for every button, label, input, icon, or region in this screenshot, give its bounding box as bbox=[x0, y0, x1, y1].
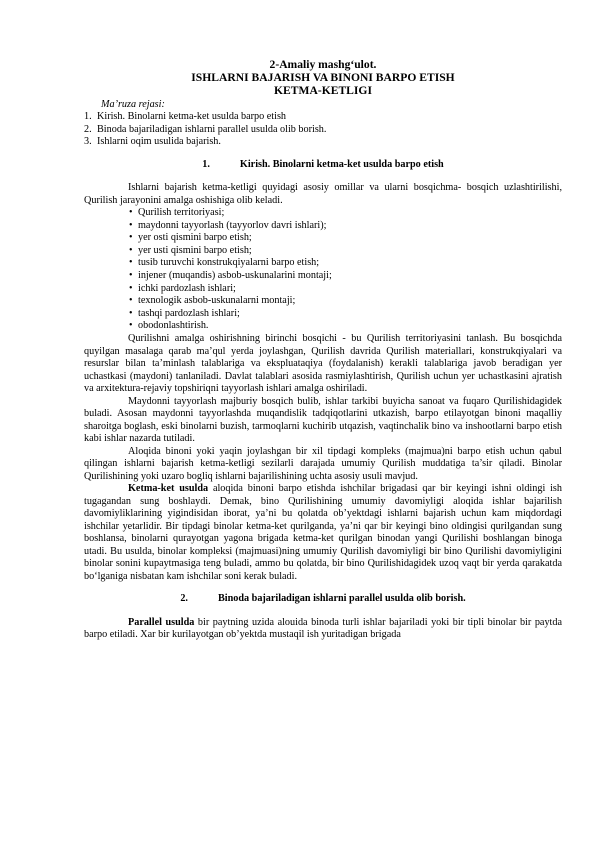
plan-item bbox=[84, 136, 562, 149]
list-item bbox=[130, 308, 562, 321]
plan-item bbox=[84, 124, 562, 137]
document-page bbox=[84, 58, 562, 642]
bullet-icon: • bbox=[129, 320, 133, 332]
section-1-number: 1. bbox=[202, 158, 210, 170]
section-2-title: Binoda bajariladigan ishlarni parallel usulda olib borish. bbox=[217, 593, 466, 605]
term-sequential: Ketma-ket usulda bbox=[128, 483, 209, 495]
plan-item bbox=[84, 111, 562, 124]
list-item bbox=[130, 283, 562, 296]
bullet-icon: • bbox=[129, 257, 133, 269]
paragraph-parallel-text: bir paytning uzida alouida binoda turli ishlar bajariladi yoki bir tipli binolar bir paytda barpo etiladi. Xar bir kurilayotgan ob’yektda mustaqil ish yuritadigan brigada bbox=[84, 616, 562, 641]
list-item-text: tusib turuvchi konstrukqiyalarni barpo etish; bbox=[138, 257, 320, 269]
paragraph-methods: Aloqida binoni yoki yaqin joylashgan bir xil tipdagi kompleks (majmua)ni barpo etish uchun qabul qilingan ishlarni bajarish ketma-ketligi sezilarli darajada umumiy Qurilish muddatiga ta’sir qiladi. Binolar Qurilishining yoki uzaro bogliq ishlarni bajarilishining uchta asosiy usuli mavjud. bbox=[84, 445, 562, 482]
list-item bbox=[130, 295, 562, 308]
lecture-plan-heading: Ma’ruza rejasi: bbox=[101, 98, 165, 110]
stages-list bbox=[84, 207, 562, 333]
practice-title: 2-Amaliy mashg‘ulot. bbox=[269, 58, 377, 71]
list-item-text: Qurilish territoriyasi; bbox=[138, 207, 225, 219]
plan-item-number: 2. bbox=[84, 123, 92, 135]
paragraph-sequential-method bbox=[84, 483, 562, 583]
bullet-icon: • bbox=[129, 207, 133, 219]
bullet-icon: • bbox=[129, 232, 133, 244]
section-2-heading bbox=[84, 593, 562, 606]
list-item-text: maydonni tayyorlash (tayyorlov davri ishlari); bbox=[138, 219, 327, 231]
list-item-text: yer osti qismini barpo etish; bbox=[138, 232, 252, 244]
bullet-icon: • bbox=[129, 244, 133, 256]
plan-item-number: 1. bbox=[84, 111, 92, 123]
bullet-icon: • bbox=[129, 282, 133, 294]
list-item-text: obodonlashtirish. bbox=[138, 320, 209, 332]
list-item bbox=[130, 207, 562, 220]
topic-title-line1: ISHLARNI BAJARISH VA BINONI BARPO ETISH bbox=[191, 71, 455, 85]
section-1-heading bbox=[84, 159, 562, 172]
list-item bbox=[130, 270, 562, 283]
bullet-icon: • bbox=[129, 270, 133, 282]
bullet-icon: • bbox=[129, 307, 133, 319]
plan-item-text: Kirish. Binolarni ketma-ket usulda barpo etish bbox=[97, 111, 286, 123]
paragraph-territory: Qurilishni amalga oshirishning birinchi bosqichi - bu Qurilish territoriyasini tanlash. Bu bosqichda quyilgan masalaga qarab ma’qul yerda joylashgan, Qurilish davrida Qurilish materiallari, konstrukqiyalari va resurslar bilan ta’minlash talablariga va ekspluataqiya (foydalanish) kerakli talablariga javob beradigan yer uchastkasi (maydoni) tanlaniladi. Davlat talablari asosida rasmiylashtirish, Qurilish uchun yer uchastkasini ajratish va arxitektura-rejaviy topshiriqni tayyorlash ishlari amalga oshiriladi. bbox=[84, 333, 562, 395]
term-parallel: Parallel usulda bbox=[128, 616, 195, 628]
list-item bbox=[130, 257, 562, 270]
section-2-number: 2. bbox=[180, 593, 188, 605]
bullet-icon: • bbox=[129, 295, 133, 307]
plan-item-text: Binoda bajariladigan ishlarni parallel usulda olib borish. bbox=[97, 123, 327, 135]
bullet-icon: • bbox=[129, 219, 133, 231]
paragraph-site-preparation: Maydonni tayyorlash majburiy bosqich bulib, ishlar tarkibi buyicha sanoat va fuqaro Qurilishidagidek buladi. Asosan maydonni tayyorlashda muqandislik tadqiqotlarini utkazish, barpo etilayotgan binoni maqalliy sharoitga boglash, eski binolarni buzish, tarmoqlarni kuchirib utqazish, vaqtinchalik bino va inshootlarni barpo etish kabi ishlar nazarda tutiladi. bbox=[84, 395, 562, 445]
list-item-text: texnologik asbob-uskunalarni montaji; bbox=[138, 295, 296, 307]
list-item-text: injener (muqandis) asbob-uskunalarini montaji; bbox=[138, 270, 332, 282]
list-item bbox=[130, 245, 562, 258]
section-1-intro: Ishlarni bajarish ketma-ketligi quyidagi asosiy omillar va ularni bosqichma- bosqich uzlashtirilishi, Qurilish jarayonini amalga oshishiga olib keladi. bbox=[84, 182, 562, 206]
list-item bbox=[130, 220, 562, 233]
lecture-plan-list bbox=[84, 111, 562, 149]
list-item bbox=[130, 320, 562, 333]
topic-title-line2: KETMA-KETLIGI bbox=[274, 84, 372, 98]
plan-item-number: 3. bbox=[84, 136, 92, 148]
paragraph-sequential-text: aloqida binoni barpo etishda ishchilar brigadasi qar bir keyingi ishni oldingi ish tugagandan sung boshlaydi. Demak, bino Qurilishining umumiy davomiyligi aloqida ishlar bajarilish davomiyliklarining yigindisidan iborat, ya’ni bu qolatda ob’yektdagi ishlarni bajarish uchun kam miqdordagi ishchilar yetarlidir. Bir tipdagi binolar ketma-ket qurilganda, ya’ni qar bir keyingi bino oldingisi qurilgandan sung boshlansa, binolarni qurayotgan yagona brigada ketma-ket qurilgan binodan yangi Qurilishi boshlangan binoga utadi. Bu usulda, binolar kompleksi (majmuasi)ning umumiy Qurilish davomiyligi bir bino Qurilishi davomiyligini binolar sonini kupaytmasiga teng buladi, ammo bu qolatda, bir bino Qurilishidagidek uzoq vaqt bir yerda qarakatda bo‘lganiga nisbatan kam ishchilar soni kerak buladi. bbox=[84, 483, 562, 582]
list-item-text: yer usti qismini barpo etish; bbox=[138, 244, 252, 256]
paragraph-parallel-method bbox=[84, 617, 562, 642]
list-item-text: tashqi pardozlash ishlari; bbox=[138, 307, 240, 319]
list-item-text: ichki pardozlash ishlari; bbox=[138, 282, 236, 294]
section-1-title: Kirish. Binolarni ketma-ket usulda barpo etish bbox=[239, 158, 444, 170]
plan-item-text: Ishlarni oqim usulida bajarish. bbox=[97, 136, 221, 148]
list-item bbox=[130, 232, 562, 245]
